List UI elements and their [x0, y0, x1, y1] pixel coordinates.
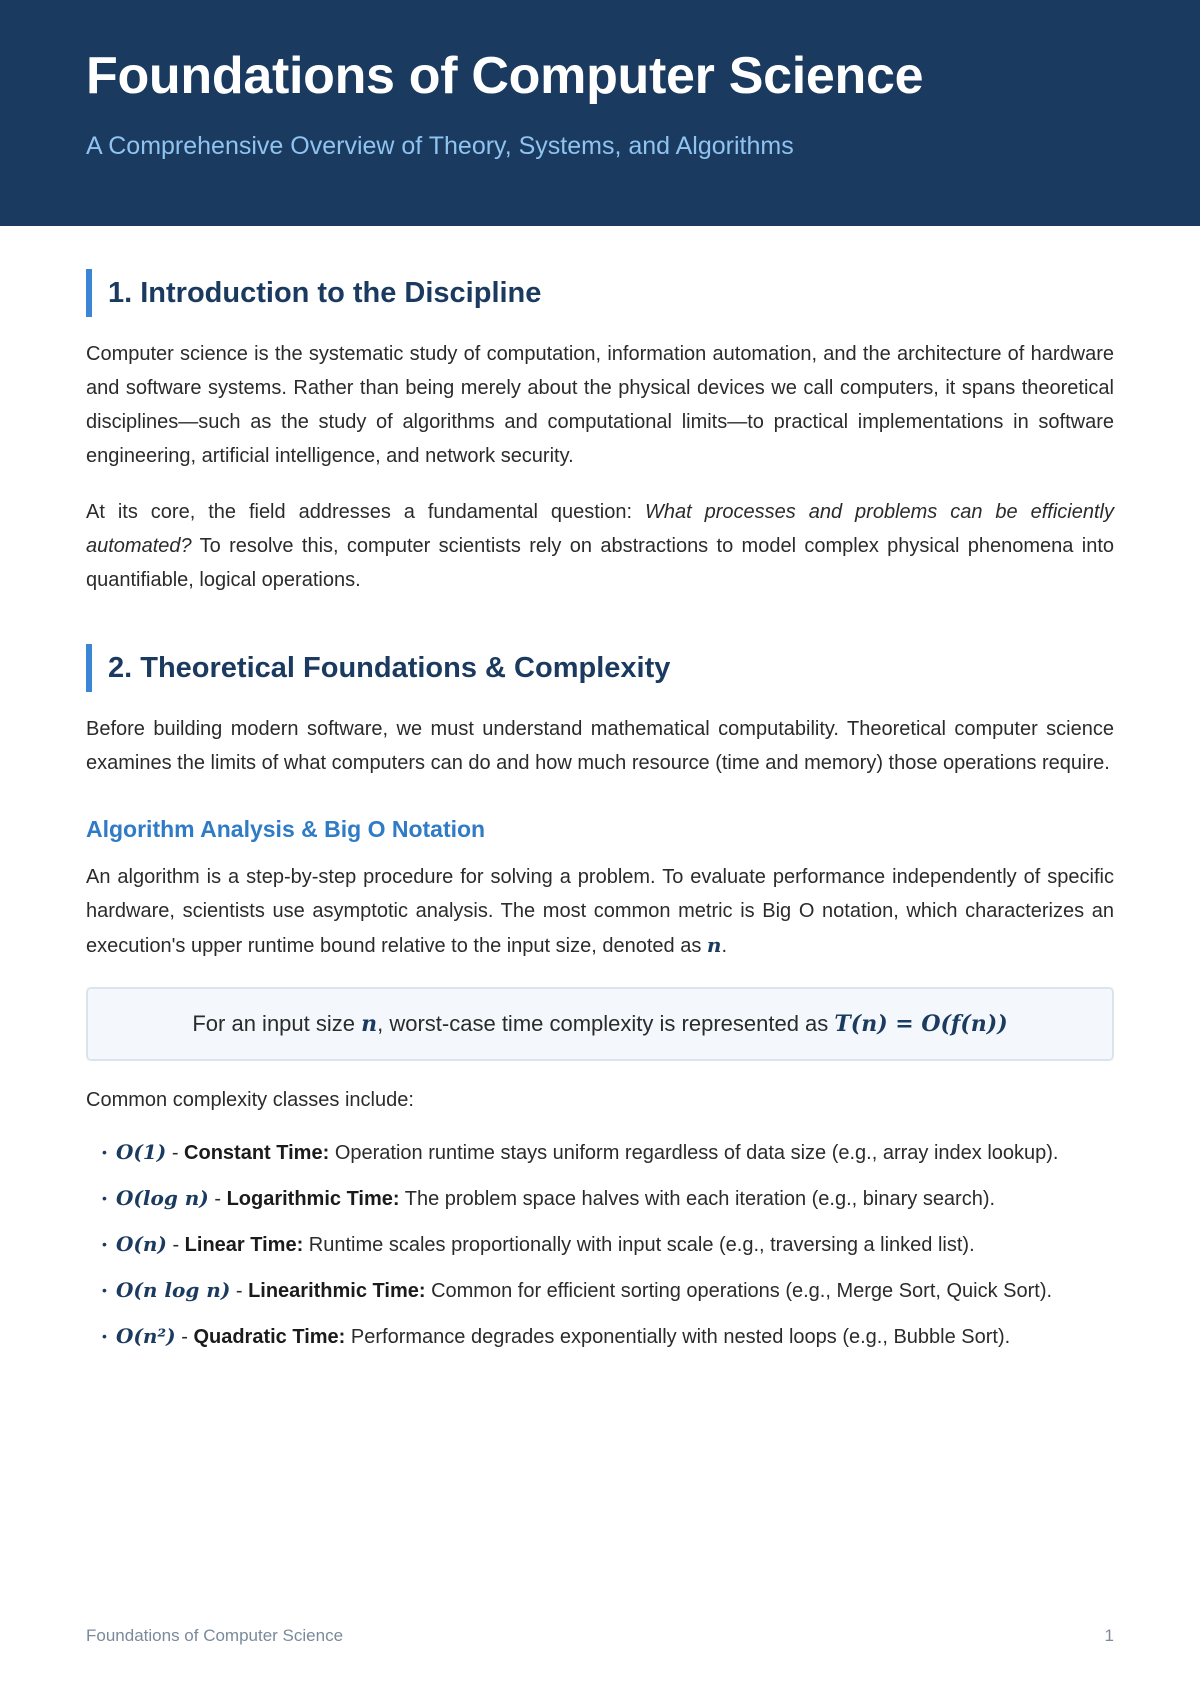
- bullet-icon: •: [102, 1190, 107, 1206]
- section-heading-introduction: [86, 268, 1114, 318]
- intro-paragraph-1: Computer science is the systematic study of computation, information automation, and the architecture of hardware and software systems. Rather than being merely about the physical devices we call computers, it spans theoretical disciplines—such as the study of algorithms and computational limits—to practical implementations in software engineering, artificial intelligence, and network security.: [86, 343, 1114, 467]
- complexity-description: Common for efficient sorting operations (e.g., Merge Sort, Quick Sort).: [431, 1280, 1053, 1302]
- complexity-term: Linearithmic Time:: [248, 1280, 426, 1302]
- complexity-classes-list: [86, 1137, 1114, 1352]
- page-header: [0, 0, 1200, 226]
- math-variable: n: [361, 1011, 378, 1037]
- list-item: • O(n) - Linear Time: Runtime scales proportionally with input scale (e.g., traversing a linked list).: [102, 1229, 1114, 1260]
- bullet-icon: •: [102, 1144, 107, 1160]
- list-item: • O(n²) - Quadratic Time: Performance degrades exponentially with nested loops (e.g., Bubble Sort).: [102, 1321, 1114, 1352]
- paragraph-text: An algorithm is a step-by-step procedure for solving a problem. To evaluate performance independently of specific hardware, scientists use asymptotic analysis. The most common metric is Big O notation, which characterizes an execution's upper runtime bound relative to the input size, denoted as: [86, 866, 1114, 957]
- subheading-big-o: Algorithm Analysis & Big O Notation: [86, 816, 486, 842]
- algorithm-paragraph: [86, 860, 1114, 963]
- list-item: • O(n log n) - Linearithmic Time: Common for efficient sorting operations (e.g., Merge Sort, Quick Sort).: [102, 1275, 1114, 1306]
- formula-callout: [86, 987, 1114, 1061]
- complexity-description: Runtime scales proportionally with input scale (e.g., traversing a linked list).: [308, 1234, 975, 1256]
- formula-prefix: For an input size: [192, 1011, 355, 1036]
- paragraph-text: .: [721, 935, 727, 957]
- document-title: Foundations of Computer Science: [86, 47, 924, 105]
- complexity-notation: O(n): [116, 1232, 167, 1256]
- complexity-description: The problem space halves with each iteration (e.g., binary search).: [404, 1188, 996, 1210]
- document-subtitle: A Comprehensive Overview of Theory, Systems, and Algorithms: [86, 132, 794, 160]
- theory-paragraph: Before building modern software, we must understand mathematical computability. Theoretical computer science examines the limits of what computers can do and how much resource (time and memory) those operations require.: [86, 718, 1114, 774]
- page-footer: [86, 1626, 1114, 1646]
- complexity-notation: O(n log n): [116, 1278, 231, 1302]
- complexity-notation: O(n²): [116, 1324, 176, 1348]
- document-body: [86, 268, 1114, 1367]
- paragraph-text: At its core, the field addresses a fundamental question:: [86, 501, 645, 523]
- math-variable: n: [706, 933, 722, 957]
- page-number: 1: [1104, 1626, 1114, 1645]
- section-heading-theory: [86, 643, 1114, 693]
- bullet-icon: •: [102, 1328, 107, 1344]
- list-item: • O(log n) - Logarithmic Time: The problem space halves with each iteration (e.g., binary search).: [102, 1183, 1114, 1214]
- complexity-term: Logarithmic Time:: [226, 1188, 400, 1210]
- complexity-term: Quadratic Time:: [193, 1326, 346, 1348]
- heading-accent-bar: [86, 269, 92, 317]
- footer-title: Foundations of Computer Science: [86, 1626, 344, 1645]
- complexity-description: Performance degrades exponentially with nested loops (e.g., Bubble Sort).: [350, 1326, 1011, 1348]
- intro-paragraph-2: [86, 495, 1114, 597]
- bullet-icon: •: [102, 1236, 107, 1252]
- paragraph-text: To resolve this, computer scientists rely on abstractions to model complex physical phenomena into quantifiable, logical operations.: [86, 535, 1114, 591]
- formula-expression: T(n) = O(f(n)): [834, 1011, 1008, 1037]
- complexity-notation: O(1): [116, 1140, 167, 1164]
- section-heading-text: 1. Introduction to the Discipline: [108, 277, 542, 309]
- bullet-icon: •: [102, 1282, 107, 1298]
- section-heading-text: 2. Theoretical Foundations & Complexity: [108, 652, 671, 684]
- list-intro: Common complexity classes include:: [86, 1089, 414, 1111]
- complexity-term: Linear Time:: [184, 1234, 304, 1256]
- formula-middle: , worst-case time complexity is represented as: [377, 1011, 829, 1036]
- complexity-description: Operation runtime stays uniform regardless of data size (e.g., array index lookup).: [334, 1142, 1059, 1164]
- complexity-notation: O(log n): [116, 1186, 209, 1210]
- core-question: What processes and problems can be efficiently automated?: [86, 501, 1114, 557]
- complexity-term: Constant Time:: [184, 1142, 330, 1164]
- heading-accent-bar: [86, 644, 92, 692]
- list-item: • O(1) - Constant Time: Operation runtime stays uniform regardless of data size (e.g., array index lookup).: [102, 1137, 1114, 1168]
